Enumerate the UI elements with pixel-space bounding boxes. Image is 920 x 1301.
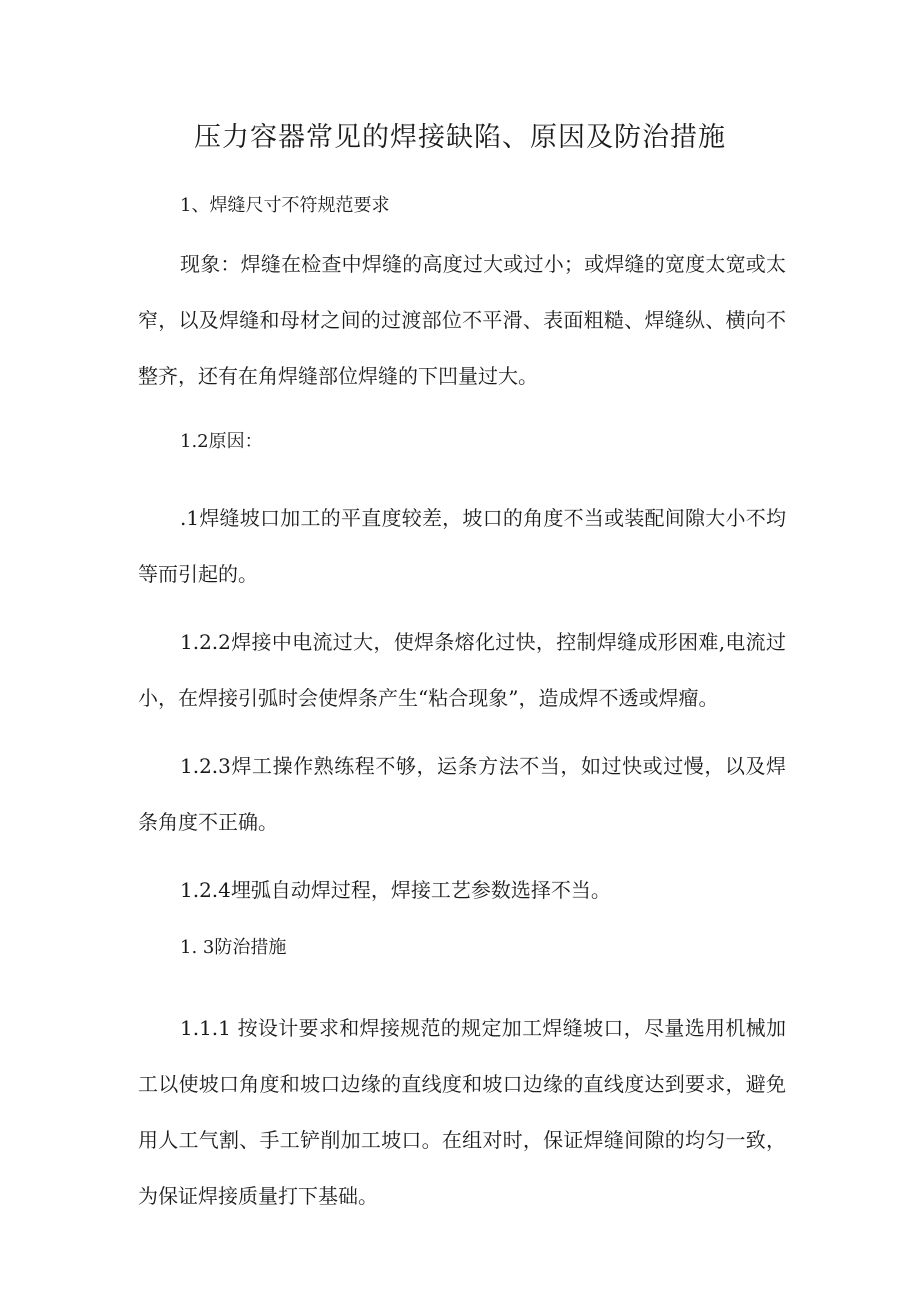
section-heading-1: 1、焊缝尺寸不符规范要求 — [180, 195, 390, 216]
cause-paragraph-4: 1.2.4埋弧自动焊过程，焊接工艺参数选择不当。 — [180, 878, 611, 902]
cause-paragraph-1: .1焊缝坡口加工的平直度较差，坡口的角度不当或装配间隙大小不均等而引起的。 — [138, 506, 786, 586]
measures-heading: 1. 3防治措施 — [180, 937, 287, 958]
cause-heading: 1.2原因： — [180, 431, 263, 452]
document-title: 压力容器常见的焊接缺陷、原因及防治措施 — [194, 122, 726, 153]
phenomenon-paragraph: 现象：焊缝在检查中焊缝的高度过大或过小；或焊缝的宽度太宽或太窄，以及焊缝和母材之间的过渡部位不平滑、表面粗糙、焊缝纵、横向不整齐，还有在角焊缝部位焊缝的下凹量过大。 — [138, 252, 786, 388]
measure-paragraph-1: 1.1.1 按设计要求和焊接规范的规定加工焊缝坡口，尽量选用机械加工以使坡口角度和坡口边缘的直线度和坡口边缘的直线度达到要求，避免用人工气割、手工铲削加工坡口。在组对时，保证焊缝间隙的均匀一致，为保证焊接质量打下基础。 — [138, 1016, 786, 1208]
cause-paragraph-3: 1.2.3焊工操作熟练程不够，运条方法不当，如过快或过慢，以及焊条角度不正确。 — [138, 754, 786, 834]
cause-paragraph-2: 1.2.2焊接中电流过大，使焊条熔化过快，控制焊缝成形困难,电流过小，在焊接引弧时会使焊条产生“粘合现象”，造成焊不透或焊瘤。 — [138, 630, 786, 710]
